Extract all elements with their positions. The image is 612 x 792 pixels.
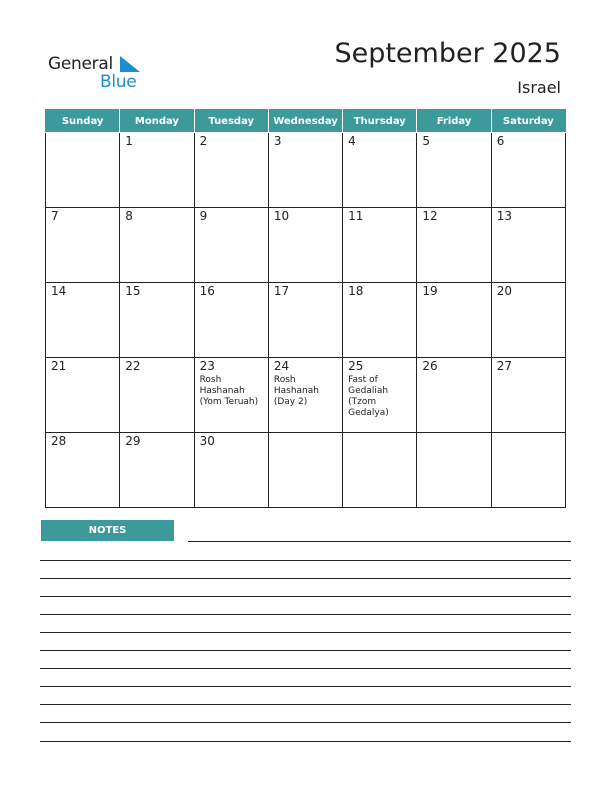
calendar-day-cell: [417, 208, 491, 283]
day-number: 30: [199, 434, 215, 448]
calendar-day-cell: [194, 358, 268, 433]
generalblue-logo: [48, 52, 158, 92]
calendar-day-cell: [343, 283, 417, 358]
calendar-day-cell: [343, 433, 417, 508]
calendar-day-cell: [417, 433, 491, 508]
calendar-day-cell: [268, 283, 342, 358]
day-number: 9: [199, 209, 208, 223]
calendar-day-cell: [194, 133, 268, 208]
day-number: 12: [422, 209, 438, 223]
day-number: 2: [199, 134, 208, 148]
day-number: 21: [51, 359, 67, 373]
weekday-friday: Friday: [417, 110, 491, 133]
calendar-week-row: [46, 208, 566, 283]
calendar-week-row: [46, 283, 566, 358]
notes-rule: [40, 596, 571, 597]
country-label: Israel: [517, 78, 561, 97]
calendar-day-cell: [268, 358, 342, 433]
notes-rule: [40, 632, 571, 633]
calendar-week-row: [46, 133, 566, 208]
weekday-wednesday: Wednesday: [268, 110, 342, 133]
calendar-day-cell: [268, 433, 342, 508]
calendar-day-cell: [417, 283, 491, 358]
notes-rule: [40, 614, 571, 615]
calendar-day-cell: [46, 133, 120, 208]
calendar-day-cell: [491, 433, 565, 508]
notes-rule: [40, 722, 571, 723]
weekday-monday: Monday: [120, 110, 194, 133]
weekday-tuesday: Tuesday: [194, 110, 268, 133]
calendar-day-cell: [46, 433, 120, 508]
calendar-week-row: [46, 433, 566, 508]
calendar-day-cell: [120, 283, 194, 358]
day-number: 4: [348, 134, 356, 148]
day-number: 1: [125, 134, 133, 148]
calendar-day-cell: [491, 133, 565, 208]
calendar-day-cell: [491, 358, 565, 433]
calendar-week-row: [46, 358, 566, 433]
notes-label: NOTES: [41, 520, 174, 541]
day-number: 19: [422, 284, 438, 298]
calendar-day-cell: [491, 283, 565, 358]
notes-rule: [40, 650, 571, 651]
day-number: 24: [273, 359, 290, 373]
day-number: 3: [273, 134, 282, 148]
notes-rule: [40, 560, 571, 561]
day-number: 14: [51, 284, 67, 298]
calendar-day-cell: [343, 133, 417, 208]
calendar-day-cell: [194, 208, 268, 283]
day-number: 15: [125, 284, 141, 298]
holiday-label: Rosh Hashanah (Yom Teruah): [199, 375, 259, 407]
calendar-day-cell: [120, 433, 194, 508]
day-number: 29: [125, 434, 141, 448]
day-number: 25: [348, 359, 364, 373]
calendar-day-cell: [46, 208, 120, 283]
day-number: 28: [51, 434, 67, 448]
day-number: 23: [199, 359, 215, 373]
day-number: 22: [125, 359, 141, 373]
day-number: 5: [422, 134, 431, 148]
notes-rule: [40, 741, 571, 742]
notes-rule: [40, 578, 571, 579]
holiday-label: Fast of Gedaliah (Tzom Gedalya): [348, 375, 389, 418]
calendar-day-cell: [120, 133, 194, 208]
calendar-day-cell: [46, 283, 120, 358]
calendar-day-cell: [120, 208, 194, 283]
day-number: 13: [496, 209, 512, 223]
logo-blue-text: Blue: [100, 72, 137, 92]
calendar-grid: [45, 109, 566, 508]
calendar-day-cell: [46, 358, 120, 433]
weekday-sunday: Sunday: [46, 110, 120, 133]
calendar-day-cell: [194, 283, 268, 358]
weekday-saturday: Saturday: [491, 110, 565, 133]
notes-rule: [40, 686, 571, 687]
notes-rule: [188, 541, 571, 542]
calendar-day-cell: [417, 133, 491, 208]
notes-rule: [40, 668, 571, 669]
day-number: 17: [273, 284, 290, 298]
day-number: 27: [496, 359, 512, 373]
calendar-day-cell: [120, 358, 194, 433]
calendar-day-cell: [268, 133, 342, 208]
calendar-day-cell: [417, 358, 491, 433]
day-number: 7: [51, 209, 59, 223]
day-number: 16: [199, 284, 215, 298]
holiday-label: Rosh Hashanah (Day 2): [273, 375, 319, 407]
day-number: 18: [348, 284, 364, 298]
notes-rule: [40, 704, 571, 705]
weekday-thursday: Thursday: [343, 110, 417, 133]
weekday-header-row: [46, 110, 566, 133]
day-number: 26: [422, 359, 438, 373]
logo-general-text: General: [48, 54, 113, 74]
day-number: 6: [496, 134, 505, 148]
day-number: 11: [348, 209, 364, 223]
day-number: 10: [273, 209, 290, 223]
calendar-day-cell: [268, 208, 342, 283]
calendar-day-cell: [343, 358, 417, 433]
logo-triangle-icon: [120, 56, 140, 72]
calendar-day-cell: [343, 208, 417, 283]
day-number: 8: [125, 209, 133, 223]
calendar-day-cell: [194, 433, 268, 508]
day-number: 20: [496, 284, 512, 298]
page-title: September 2025: [334, 38, 561, 69]
calendar-day-cell: [491, 208, 565, 283]
